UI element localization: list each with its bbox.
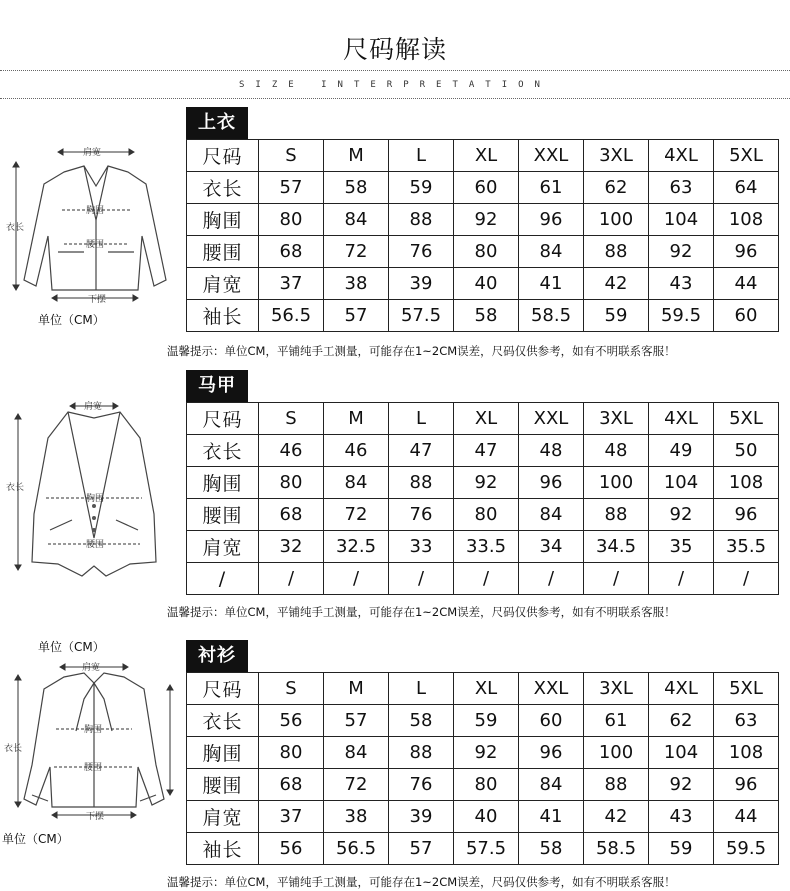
size-value-cell: 60: [714, 300, 779, 332]
size-value-cell: S: [259, 140, 324, 172]
size-value-cell: 80: [454, 769, 519, 801]
size-value-cell: 32.5: [324, 531, 389, 563]
size-value-cell: 39: [389, 268, 454, 300]
vest-tag: 马甲: [186, 370, 248, 402]
row-header-cell: 衣长: [187, 435, 259, 467]
size-value-cell: 42: [584, 801, 649, 833]
jacket-waist-label: 腰围: [86, 240, 105, 250]
row-header-cell: 肩宽: [187, 801, 259, 833]
size-value-cell: 47: [389, 435, 454, 467]
size-value-cell: L: [389, 140, 454, 172]
size-value-cell: 108: [714, 737, 779, 769]
size-value-cell: 88: [389, 737, 454, 769]
vest-diagram: [6, 398, 181, 583]
size-value-cell: 92: [454, 204, 519, 236]
row-header-cell: 袖长: [187, 833, 259, 865]
size-value-cell: L: [389, 403, 454, 435]
vest-shoulder-label: 肩宽: [84, 402, 103, 412]
size-value-cell: /: [454, 563, 519, 595]
size-value-cell: 92: [454, 467, 519, 499]
size-value-cell: 57.5: [454, 833, 519, 865]
size-value-cell: /: [584, 563, 649, 595]
page-title: 尺码解读: [342, 35, 447, 64]
shirt-note: 温馨提示：单位CM，平铺纯手工测量，可能存在1~2CM误差，尺码仅供参考，如有不明联系客服！: [167, 875, 676, 889]
size-value-cell: 80: [259, 737, 324, 769]
size-value-cell: 43: [649, 801, 714, 833]
row-header-cell: 肩宽: [187, 268, 259, 300]
size-value-cell: 108: [714, 467, 779, 499]
shirt-size-table: [186, 672, 779, 865]
row-header-cell: 腰围: [187, 769, 259, 801]
row-header-cell: /: [187, 563, 259, 595]
shirt-icon: [4, 655, 184, 825]
page-subtitle: SIZE INTERPRETATION: [239, 80, 551, 90]
size-value-cell: 33.5: [454, 531, 519, 563]
size-value-cell: 42: [584, 268, 649, 300]
vest-length-label: 衣长: [6, 483, 25, 493]
size-value-cell: 3XL: [584, 403, 649, 435]
size-value-cell: 59: [649, 833, 714, 865]
size-value-cell: 100: [584, 467, 649, 499]
row-header-cell: 胸围: [187, 737, 259, 769]
size-value-cell: 58: [389, 705, 454, 737]
size-value-cell: 84: [519, 236, 584, 268]
shirt-unit-label: 单位（CM）: [2, 832, 69, 846]
size-value-cell: 80: [454, 236, 519, 268]
size-value-cell: 100: [584, 204, 649, 236]
size-value-cell: 59: [454, 705, 519, 737]
size-value-cell: 57: [324, 300, 389, 332]
row-header-cell: 衣长: [187, 705, 259, 737]
size-value-cell: 64: [714, 172, 779, 204]
page-header: [0, 0, 790, 100]
jacket-unit-label: 单位（CM）: [38, 313, 105, 327]
table-row: [187, 300, 779, 332]
size-value-cell: 61: [584, 705, 649, 737]
jacket-icon: [6, 140, 181, 310]
row-header-cell: 袖长: [187, 300, 259, 332]
size-value-cell: 84: [324, 467, 389, 499]
vest-size-table: [186, 402, 779, 595]
size-value-cell: 5XL: [714, 140, 779, 172]
size-value-cell: 4XL: [649, 403, 714, 435]
size-value-cell: 41: [519, 268, 584, 300]
size-value-cell: 100: [584, 737, 649, 769]
size-value-cell: /: [649, 563, 714, 595]
size-value-cell: 44: [714, 268, 779, 300]
size-value-cell: 80: [454, 499, 519, 531]
size-value-cell: 56.5: [259, 300, 324, 332]
table-header-row: [187, 403, 779, 435]
jacket-length-label: 衣长: [6, 223, 25, 233]
size-value-cell: 92: [454, 737, 519, 769]
size-value-cell: 104: [649, 204, 714, 236]
table-row: [187, 499, 779, 531]
size-value-cell: 58.5: [584, 833, 649, 865]
size-value-cell: 46: [324, 435, 389, 467]
size-value-cell: XXL: [519, 140, 584, 172]
size-value-cell: 56: [259, 705, 324, 737]
divider-top: [0, 70, 790, 71]
size-value-cell: 41: [519, 801, 584, 833]
table-row: [187, 833, 779, 865]
size-value-cell: 35.5: [714, 531, 779, 563]
size-value-cell: 84: [324, 204, 389, 236]
size-value-cell: 80: [259, 467, 324, 499]
size-value-cell: 58: [324, 172, 389, 204]
size-value-cell: 49: [649, 435, 714, 467]
size-value-cell: 72: [324, 236, 389, 268]
size-value-cell: 44: [714, 801, 779, 833]
row-header-cell: 尺码: [187, 673, 259, 705]
table-row: [187, 204, 779, 236]
table-row: [187, 172, 779, 204]
size-value-cell: S: [259, 673, 324, 705]
size-value-cell: 84: [324, 737, 389, 769]
size-value-cell: /: [324, 563, 389, 595]
table-row: [187, 236, 779, 268]
size-value-cell: 43: [649, 268, 714, 300]
size-value-cell: 96: [714, 499, 779, 531]
size-value-cell: 68: [259, 499, 324, 531]
table-row: [187, 737, 779, 769]
size-value-cell: 84: [519, 769, 584, 801]
size-value-cell: 68: [259, 236, 324, 268]
size-value-cell: M: [324, 403, 389, 435]
size-value-cell: 96: [714, 236, 779, 268]
size-value-cell: 96: [519, 204, 584, 236]
size-value-cell: 57.5: [389, 300, 454, 332]
jacket-size-table: [186, 139, 779, 332]
vest-note: 温馨提示：单位CM，平铺纯手工测量，可能存在1~2CM误差，尺码仅供参考，如有不明联系客服！: [167, 605, 676, 619]
size-value-cell: 60: [519, 705, 584, 737]
shirt-diagram: [4, 655, 184, 825]
size-value-cell: 32: [259, 531, 324, 563]
size-value-cell: /: [714, 563, 779, 595]
size-value-cell: 58.5: [519, 300, 584, 332]
size-value-cell: 59: [584, 300, 649, 332]
shirt-length-label: 衣长: [4, 744, 23, 754]
size-value-cell: 4XL: [649, 673, 714, 705]
size-value-cell: 76: [389, 236, 454, 268]
size-value-cell: 88: [389, 467, 454, 499]
jacket-hem-label: 下摆: [88, 295, 107, 305]
size-value-cell: 92: [649, 236, 714, 268]
shirt-tag: 衬衫: [186, 640, 248, 672]
row-header-cell: 腰围: [187, 499, 259, 531]
size-value-cell: 96: [714, 769, 779, 801]
size-value-cell: 88: [584, 499, 649, 531]
size-value-cell: 4XL: [649, 140, 714, 172]
table-row: [187, 435, 779, 467]
row-header-cell: 衣长: [187, 172, 259, 204]
size-value-cell: 59.5: [714, 833, 779, 865]
size-value-cell: 33: [389, 531, 454, 563]
size-value-cell: 37: [259, 268, 324, 300]
size-value-cell: 34: [519, 531, 584, 563]
table-header-row: [187, 673, 779, 705]
jacket-tag: 上衣: [186, 107, 248, 139]
size-value-cell: 63: [714, 705, 779, 737]
size-value-cell: 63: [649, 172, 714, 204]
size-value-cell: 57: [259, 172, 324, 204]
vest-waist-label: 腰围: [86, 540, 105, 550]
shirt-unit-label-top: 单位（CM）: [38, 640, 105, 654]
size-value-cell: 60: [454, 172, 519, 204]
size-value-cell: 96: [519, 737, 584, 769]
jacket-diagram: [6, 140, 181, 310]
size-value-cell: /: [259, 563, 324, 595]
size-value-cell: L: [389, 673, 454, 705]
size-value-cell: 57: [324, 705, 389, 737]
size-value-cell: 57: [389, 833, 454, 865]
table-row: [187, 268, 779, 300]
vest-icon: [6, 398, 181, 583]
size-value-cell: 58: [519, 833, 584, 865]
size-value-cell: 96: [519, 467, 584, 499]
size-value-cell: S: [259, 403, 324, 435]
table-row: [187, 563, 779, 595]
size-value-cell: 104: [649, 737, 714, 769]
size-value-cell: 92: [649, 499, 714, 531]
size-value-cell: 68: [259, 769, 324, 801]
size-value-cell: 72: [324, 499, 389, 531]
size-value-cell: 48: [584, 435, 649, 467]
shirt-waist-label: 腰围: [84, 763, 103, 773]
size-value-cell: 56.5: [324, 833, 389, 865]
size-value-cell: 62: [584, 172, 649, 204]
size-value-cell: 76: [389, 499, 454, 531]
size-value-cell: XL: [454, 673, 519, 705]
jacket-note: 温馨提示：单位CM，平铺纯手工测量，可能存在1~2CM误差，尺码仅供参考，如有不明联系客服！: [167, 344, 676, 358]
size-value-cell: XXL: [519, 403, 584, 435]
table-row: [187, 801, 779, 833]
size-value-cell: 40: [454, 268, 519, 300]
table-header-row: [187, 140, 779, 172]
table-row: [187, 467, 779, 499]
size-value-cell: 37: [259, 801, 324, 833]
row-header-cell: 尺码: [187, 140, 259, 172]
size-value-cell: 5XL: [714, 403, 779, 435]
size-value-cell: 35: [649, 531, 714, 563]
size-value-cell: 80: [259, 204, 324, 236]
size-value-cell: /: [519, 563, 584, 595]
shirt-chest-label: 胸围: [84, 725, 103, 735]
size-value-cell: 108: [714, 204, 779, 236]
size-value-cell: 62: [649, 705, 714, 737]
size-value-cell: 104: [649, 467, 714, 499]
size-value-cell: 48: [519, 435, 584, 467]
jacket-shoulder-label: 肩宽: [83, 148, 102, 158]
size-value-cell: 38: [324, 801, 389, 833]
size-value-cell: 61: [519, 172, 584, 204]
size-value-cell: XL: [454, 403, 519, 435]
table-row: [187, 531, 779, 563]
size-value-cell: 72: [324, 769, 389, 801]
size-value-cell: 92: [649, 769, 714, 801]
size-value-cell: 46: [259, 435, 324, 467]
table-row: [187, 705, 779, 737]
size-value-cell: 47: [454, 435, 519, 467]
jacket-chest-label: 胸围: [86, 206, 105, 216]
size-value-cell: 5XL: [714, 673, 779, 705]
size-value-cell: /: [389, 563, 454, 595]
size-value-cell: M: [324, 140, 389, 172]
size-value-cell: 39: [389, 801, 454, 833]
row-header-cell: 尺码: [187, 403, 259, 435]
size-value-cell: 88: [584, 236, 649, 268]
size-value-cell: 3XL: [584, 673, 649, 705]
row-header-cell: 胸围: [187, 467, 259, 499]
vest-chest-label: 胸围: [86, 494, 105, 504]
shirt-shoulder-label: 肩宽: [82, 663, 101, 673]
size-value-cell: 40: [454, 801, 519, 833]
row-header-cell: 肩宽: [187, 531, 259, 563]
size-value-cell: 88: [389, 204, 454, 236]
size-value-cell: 50: [714, 435, 779, 467]
size-value-cell: 59: [389, 172, 454, 204]
size-value-cell: XL: [454, 140, 519, 172]
size-value-cell: 84: [519, 499, 584, 531]
divider-bottom: [0, 98, 790, 99]
size-value-cell: 59.5: [649, 300, 714, 332]
size-value-cell: 34.5: [584, 531, 649, 563]
size-value-cell: 56: [259, 833, 324, 865]
row-header-cell: 胸围: [187, 204, 259, 236]
table-row: [187, 769, 779, 801]
size-value-cell: 58: [454, 300, 519, 332]
size-value-cell: 38: [324, 268, 389, 300]
size-value-cell: 76: [389, 769, 454, 801]
size-value-cell: 88: [584, 769, 649, 801]
size-value-cell: XXL: [519, 673, 584, 705]
shirt-hem-label: 下摆: [86, 812, 105, 822]
size-value-cell: M: [324, 673, 389, 705]
size-value-cell: 3XL: [584, 140, 649, 172]
row-header-cell: 腰围: [187, 236, 259, 268]
